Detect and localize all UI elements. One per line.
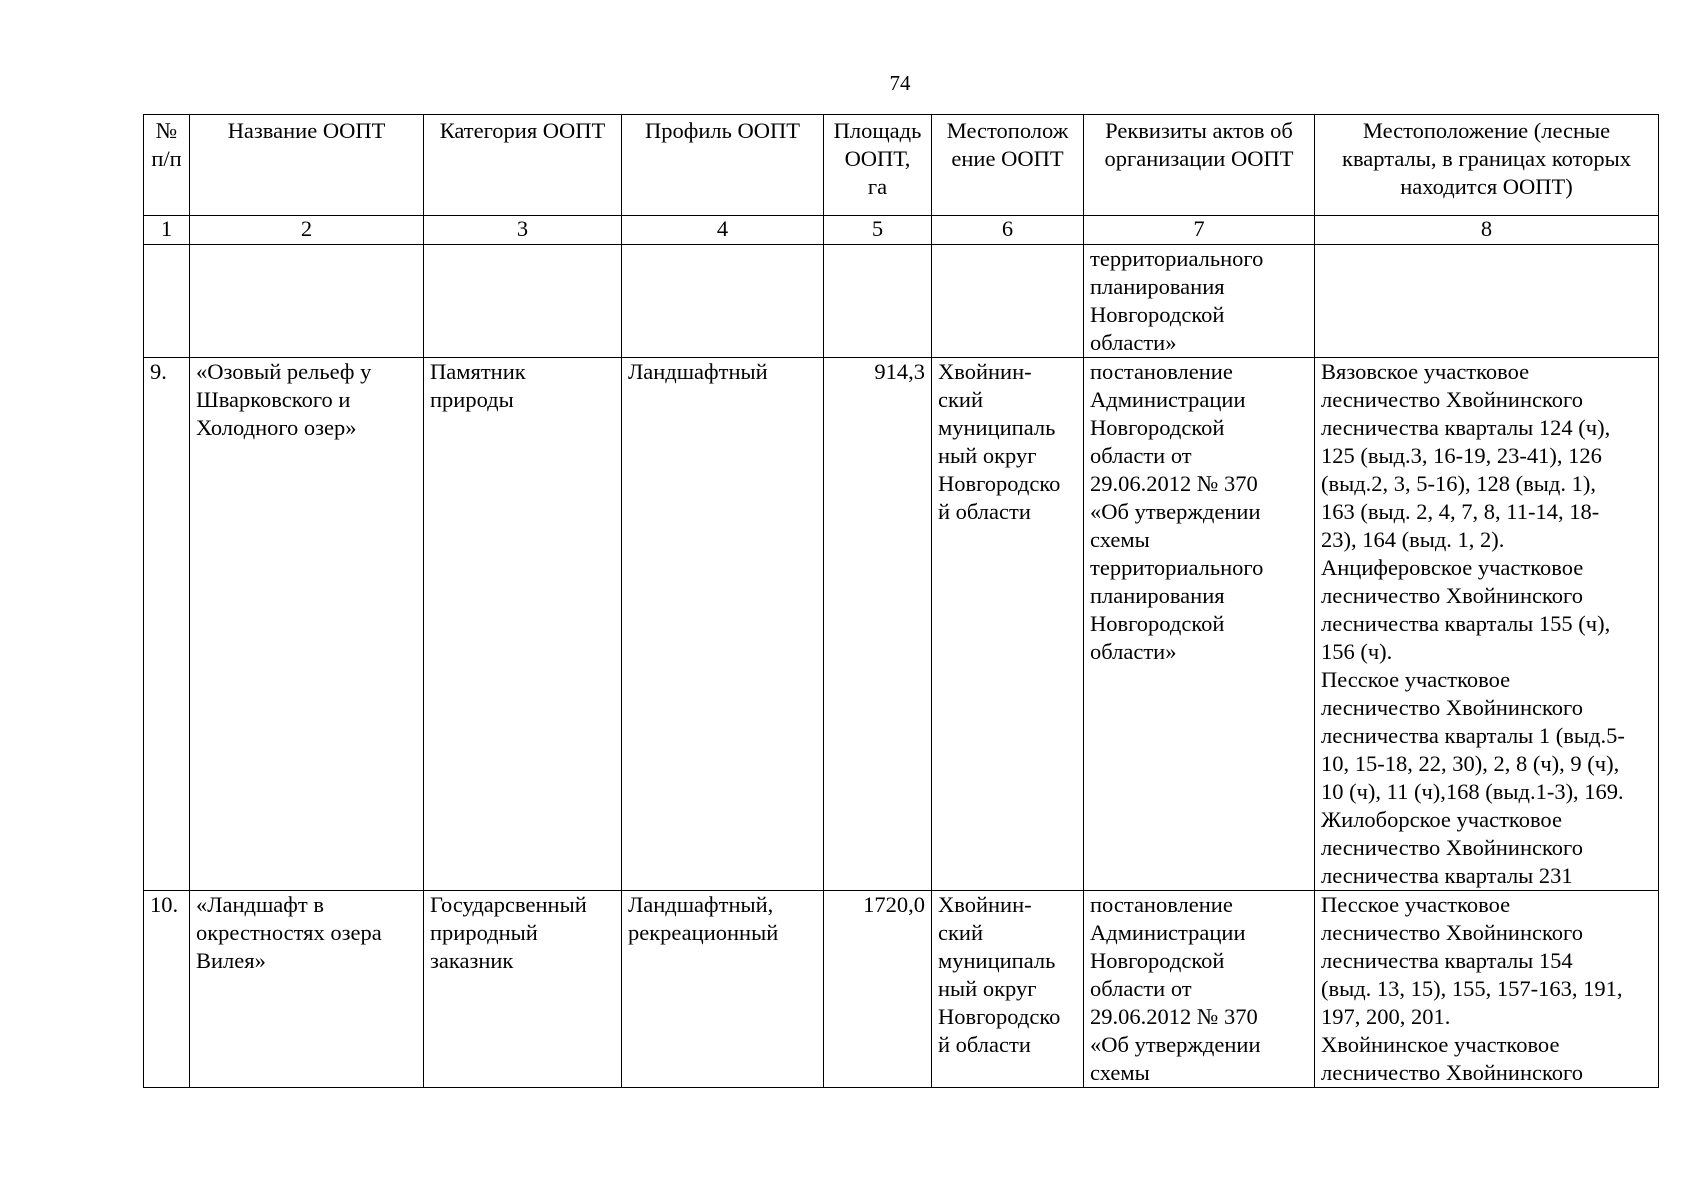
cell-category <box>424 358 622 891</box>
column-number-row <box>144 216 1659 245</box>
cell-category <box>424 891 622 1088</box>
cell-name <box>190 245 424 358</box>
cell-acts <box>1084 358 1315 891</box>
cell-line: Шварковского и <box>196 387 351 412</box>
cell-location <box>932 358 1084 891</box>
cell-line: лесничества кварталы 155 (ч), <box>1321 611 1611 636</box>
cell-line: Реквизиты актов об <box>1105 118 1293 143</box>
cell-line: «Ландшафт в <box>196 892 324 917</box>
cell-line: (выд. 13, 15), 155, 157-163, 191, <box>1321 976 1623 1001</box>
cell-line: планирования <box>1090 583 1225 608</box>
cell-line: территориального <box>1090 246 1264 271</box>
cell-line: Ландшафтный <box>628 359 768 384</box>
column-number: 5 <box>824 216 932 245</box>
cell-line: муниципаль <box>938 948 1056 973</box>
column-number: 6 <box>932 216 1084 245</box>
header-cell <box>1084 115 1315 216</box>
cell-line: 125 (выд.3, 16-19, 23-41), 126 <box>1321 443 1602 468</box>
table-row <box>144 358 1659 891</box>
cell-num <box>144 245 190 358</box>
cell-line: постановление <box>1090 359 1233 384</box>
cell-line: области от <box>1090 976 1192 1001</box>
cell-line: 156 (ч). <box>1321 639 1393 664</box>
cell-line: Площадь <box>833 118 922 143</box>
cell-line: лесничества кварталы 124 (ч), <box>1321 415 1611 440</box>
cell-line: Новгородской <box>1090 415 1225 440</box>
header-cell <box>424 115 622 216</box>
cell-line: заказник <box>430 948 514 973</box>
cell-line: лесничества кварталы 154 <box>1321 948 1573 973</box>
cell-line: й области <box>938 499 1031 524</box>
cell-line: Новгородской <box>1090 302 1225 327</box>
cell-line: 29.06.2012 № 370 <box>1090 1004 1258 1029</box>
cell-line: лесничества кварталы 231 <box>1321 863 1573 888</box>
cell-line: Местоположение (лесные <box>1362 118 1611 143</box>
column-number: 8 <box>1315 216 1659 245</box>
cell-profile <box>622 245 824 358</box>
cell-area: 1720,0 <box>824 891 932 1088</box>
cell-line: находится ООПТ) <box>1400 174 1573 199</box>
cell-line: «Об утверждении <box>1090 1032 1261 1057</box>
cell-line: Государсвенный <box>430 892 587 917</box>
column-number: 1 <box>144 216 190 245</box>
cell-line: 197, 200, 201. <box>1321 1004 1451 1029</box>
cell-line: Холодного озер» <box>196 415 357 440</box>
table-row-continuation <box>144 245 1659 358</box>
cell-line: Категория ООПТ <box>439 118 606 143</box>
cell-line: Новгородской <box>1090 948 1225 973</box>
cell-name <box>190 891 424 1088</box>
cell-line: 23), 164 (выд. 1, 2). <box>1321 527 1505 552</box>
cell-line: лесничество Хвойнинского <box>1321 583 1583 608</box>
cell-line: схемы <box>1090 527 1150 552</box>
cell-line: Вилея» <box>196 948 266 973</box>
cell-line: Песское участковое <box>1321 667 1511 692</box>
cell-line: природный <box>430 920 538 945</box>
cell-line: ООПТ, <box>844 146 911 171</box>
cell-area <box>824 245 932 358</box>
cell-line: Хвойнин- <box>938 359 1032 384</box>
cell-line: лесничества кварталы 1 (выд.5- <box>1321 723 1625 748</box>
cell-line: № <box>155 118 178 143</box>
cell-line: постановление <box>1090 892 1233 917</box>
cell-line: лесничество Хвойнинского <box>1321 695 1583 720</box>
header-cell <box>824 115 932 216</box>
cell-line: ение ООПТ <box>951 146 1064 171</box>
cell-line: Администрации <box>1090 387 1246 412</box>
cell-line: лесничество Хвойнинского <box>1321 920 1583 945</box>
column-number: 7 <box>1084 216 1315 245</box>
column-number: 3 <box>424 216 622 245</box>
cell-line: планирования <box>1090 274 1225 299</box>
cell-line: Профиль ООПТ <box>645 118 800 143</box>
cell-quarters <box>1315 358 1659 891</box>
cell-line: Хвойнинское участковое <box>1321 1032 1560 1057</box>
cell-line: Песское участковое <box>1321 892 1511 917</box>
cell-line: лесничество Хвойнинского <box>1321 387 1583 412</box>
cell-line: Жилоборское участковое <box>1321 807 1562 832</box>
cell-line: рекреационный <box>628 920 779 945</box>
column-number: 2 <box>190 216 424 245</box>
cell-profile <box>622 891 824 1088</box>
cell-line: «Озовый рельеф у <box>196 359 372 384</box>
cell-line: Памятник <box>430 359 526 384</box>
cell-quarters <box>1315 245 1659 358</box>
cell-line: 10, 15-18, 22, 30), 2, 8 (ч), 9 (ч), <box>1321 751 1620 776</box>
header-cell <box>144 115 190 216</box>
cell-line: Название ООПТ <box>227 118 386 143</box>
cell-line: организации ООПТ <box>1104 146 1294 171</box>
table-row <box>144 891 1659 1088</box>
cell-line: 29.06.2012 № 370 <box>1090 471 1258 496</box>
cell-line: Хвойнин- <box>938 892 1032 917</box>
cell-line: 163 (выд. 2, 4, 7, 8, 11-14, 18- <box>1321 499 1600 524</box>
cell-area: 914,3 <box>824 358 932 891</box>
cell-line: ский <box>938 920 983 945</box>
header-cell <box>1315 115 1659 216</box>
header-cell <box>190 115 424 216</box>
cell-line: окрестностях озера <box>196 920 382 945</box>
cell-line: схемы <box>1090 1060 1150 1085</box>
cell-line: Администрации <box>1090 920 1246 945</box>
header-cell <box>932 115 1084 216</box>
cell-acts <box>1084 891 1315 1088</box>
header-row <box>144 115 1659 216</box>
cell-line: «Об утверждении <box>1090 499 1261 524</box>
cell-line: Новгородско <box>938 471 1061 496</box>
cell-line: муниципаль <box>938 415 1056 440</box>
cell-line: ный округ <box>938 976 1037 1001</box>
cell-line: (выд.2, 3, 5-16), 128 (выд. 1), <box>1321 471 1596 496</box>
cell-line: природы <box>430 387 514 412</box>
page-number: 74 <box>889 71 911 95</box>
cell-line: области» <box>1090 330 1177 355</box>
cell-line: Ландшафтный, <box>628 892 774 917</box>
cell-location <box>932 245 1084 358</box>
cell-profile <box>622 358 824 891</box>
cell-name <box>190 358 424 891</box>
header-cell <box>622 115 824 216</box>
cell-acts <box>1084 245 1315 358</box>
cell-location <box>932 891 1084 1088</box>
cell-line: ный округ <box>938 443 1037 468</box>
cell-line: Местополож <box>946 118 1069 143</box>
cell-category <box>424 245 622 358</box>
cell-quarters <box>1315 891 1659 1088</box>
cell-line: кварталы, в границах которых <box>1342 146 1631 171</box>
cell-line: Новгородской <box>1090 611 1225 636</box>
cell-line: Анциферовское участковое <box>1321 555 1584 580</box>
cell-line: области от <box>1090 443 1192 468</box>
cell-line: п/п <box>151 146 182 171</box>
cell-line: й области <box>938 1032 1031 1057</box>
cell-num: 10. <box>144 891 190 1088</box>
cell-line: Новгородско <box>938 1004 1061 1029</box>
cell-line: территориального <box>1090 555 1264 580</box>
cell-line: га <box>867 174 888 199</box>
cell-num: 9. <box>144 358 190 891</box>
cell-line: ский <box>938 387 983 412</box>
cell-line: Вязовское участковое <box>1321 359 1530 384</box>
cell-line: 10 (ч), 11 (ч),168 (выд.1-3), 169. <box>1321 779 1624 804</box>
cell-line: лесничество Хвойнинского <box>1321 1060 1583 1085</box>
oopt-table <box>143 114 1659 1088</box>
column-number: 4 <box>622 216 824 245</box>
cell-line: лесничество Хвойнинского <box>1321 835 1583 860</box>
cell-line: области» <box>1090 639 1177 664</box>
